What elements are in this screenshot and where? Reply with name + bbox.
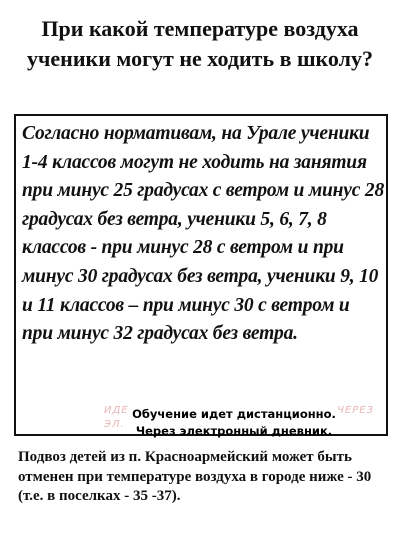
overlay-note (124, 406, 344, 440)
page-title: При какой температуре воздуха ученики могут не ходить в школу? (27, 16, 373, 71)
footer-text: Подвоз детей из п. Красноармейский может быть отменен при температуре воздуха в городе ниже - 30 (т.е. в поселках - 35 -37). (18, 449, 372, 504)
rules-text: Согласно нормативам, на Урале ученики 1-4 классов могут не ходить на занятия при минус 25 градусах с ветром и минус 28 градусах без ветра, ученики 5, 6, 7, 8 классов - при минус 28 с ветром и при минус 30 градусах без ветра, ученики 9, 10 и 11 классов – при минус 30 с ветром и при минус 32 градусах без ветра. (22, 123, 384, 345)
overlay-note-line-1: Обучение идет дистанционно. (132, 407, 336, 421)
faint-handwritten-annotation: ИДЕ ЧЕРЕЗ ЭЛ. (104, 405, 374, 430)
overlay-note-line-2: Через электронный дневник. (135, 424, 333, 438)
rules-box (14, 114, 388, 436)
